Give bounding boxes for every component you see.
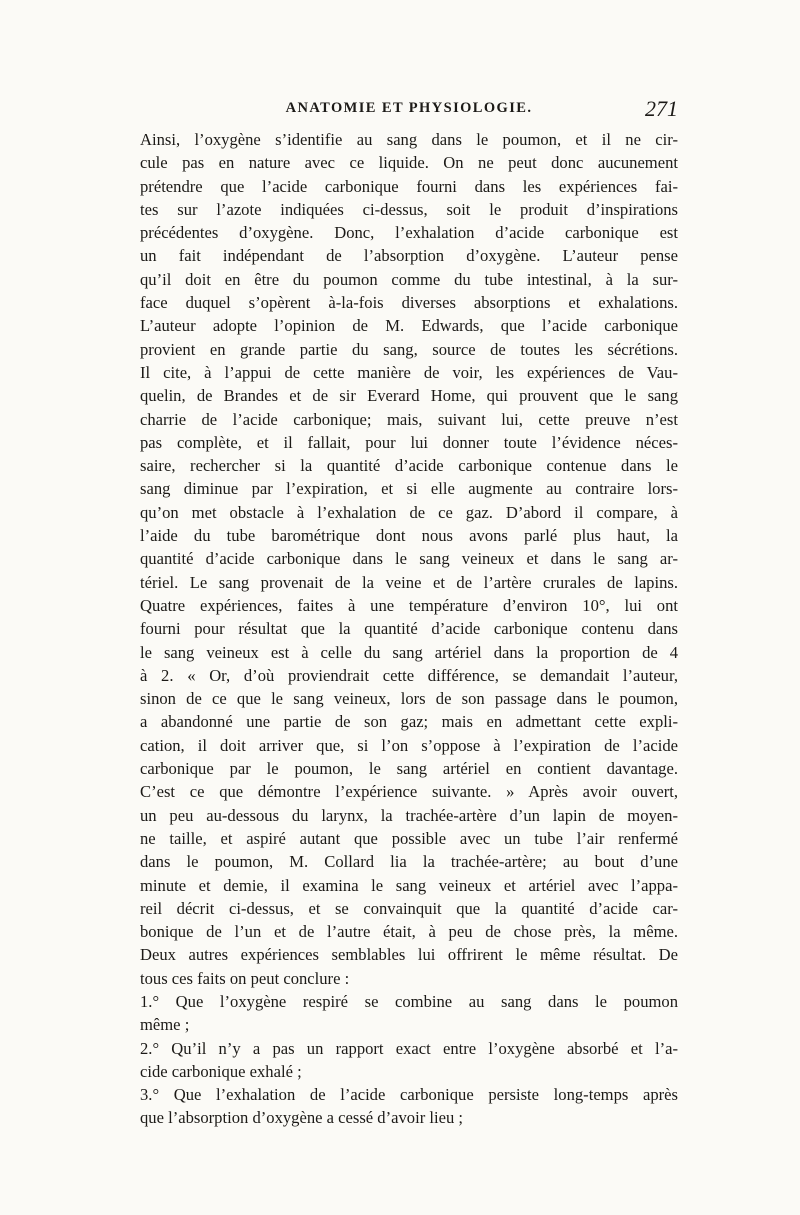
text-line: quantité d’acide carbonique dans le sang veineux et dans le sang ar- — [140, 549, 678, 569]
text-line: fourni pour résultat que la quantité d’acide carbonique contenu dans — [140, 619, 678, 639]
text-line: C’est ce que démontre l’expérience suivante. » Après avoir ouvert, — [140, 782, 678, 802]
list-item-line: même ; — [140, 1015, 190, 1035]
text-line: Deux autres expériences semblables lui offrirent le même résultat. De — [140, 945, 678, 965]
list-item-line: cide carbonique exhalé ; — [140, 1061, 302, 1081]
text-line: Il cite, à l’appui de cette manière de voir, les expériences de Vau- — [140, 362, 678, 382]
text-line: tous ces faits on peut conclure : — [140, 968, 350, 988]
text-line: ne taille, et aspiré autant que possible avec un tube l’air renfermé — [140, 828, 678, 848]
text-line: prétendre que l’acide carbonique fourni dans les expériences fai- — [140, 176, 678, 196]
text-line: le sang veineux est à celle du sang artériel dans la proportion de 4 — [140, 642, 678, 662]
text-line: tes sur l’azote indiquées ci-dessus, soit le produit d’inspirations — [140, 199, 678, 219]
text-line: pas complète, et il fallait, pour lui donner toute l’évidence néces- — [140, 432, 678, 452]
text-line: provient en grande partie du sang, source de toutes les sécrétions. — [140, 339, 678, 359]
text-line: qu’il doit en être du poumon comme du tube intestinal, à la sur- — [140, 269, 678, 289]
list-item-line: 1.° Que l’oxygène respiré se combine au sang dans le poumon — [140, 991, 678, 1011]
text-line: cule pas en nature avec ce liquide. On ne peut donc aucunement — [140, 153, 678, 173]
text-line: l’aide du tube barométrique dont nous avons parlé plus haut, la — [140, 526, 678, 546]
text-line: tériel. Le sang provenait de la veine et de l’artère crurales de lapins. — [140, 572, 678, 592]
list-item-line: que l’absorption d’oxygène a cessé d’avoir lieu ; — [140, 1108, 464, 1128]
text-line: quelin, de Brandes et de sir Everard Home, qui prouvent que le sang — [140, 386, 678, 406]
text-line: charrie de l’acide carbonique; mais, suivant lui, cette preuve n’est — [140, 409, 678, 429]
text-line: L’auteur adopte l’opinion de M. Edwards, que l’acide carbonique — [140, 316, 678, 336]
text-line: cation, il doit arriver que, si l’on s’oppose à l’expiration de l’acide — [140, 735, 678, 755]
text-line: saire, rechercher si la quantité d’acide carbonique contenue dans le — [140, 456, 678, 476]
text-line: minute et demie, il examina le sang veineux et artériel avec l’appa- — [140, 875, 678, 895]
text-line: sang diminue par l’expiration, et si elle augmente au contraire lors- — [140, 479, 678, 499]
page-number: 271 — [645, 96, 678, 121]
list-item-line: 2.° Qu’il n’y a pas un rapport exact entre l’oxygène absorbé et l’a- — [140, 1038, 678, 1058]
text-line: sinon de ce que le sang veineux, lors de son passage dans le poumon, — [140, 689, 678, 709]
text-line: un fait indépendant de l’absorption d’oxygène. L’auteur pense — [140, 246, 678, 266]
running-title: ANATOMIE ET PHYSIOLOGIE. — [285, 100, 533, 116]
list-item-line: 3.° Que l’exhalation de l’acide carbonique persiste long-temps après — [140, 1085, 678, 1105]
text-line: précédentes d’oxygène. Donc, l’exhalation d’acide carbonique est — [140, 223, 678, 243]
text-line: Quatre expériences, faites à une température d’environ 10°, lui ont — [140, 595, 678, 615]
text-line: carbonique par le poumon, le sang artériel en contient davantage. — [140, 759, 678, 779]
text-line: bonique de l’un et de l’autre était, à peu de chose près, la même. — [140, 922, 678, 942]
text-line: a abandonné une partie de son gaz; mais en admettant cette expli- — [140, 712, 678, 732]
text-line: Ainsi, l’oxygène s’identifie au sang dans le poumon, et il ne cir- — [140, 130, 678, 149]
body-text — [140, 128, 678, 1130]
text-line: qu’on met obstacle à l’exhalation de ce gaz. D’abord il compare, à — [140, 502, 678, 522]
text-line: à 2. « Or, d’où proviendrait cette différence, se demandait l’auteur, — [140, 665, 678, 685]
text-line: dans le poumon, M. Collard lia la trachée-artère; au bout d’une — [140, 852, 678, 872]
text-line: face duquel s’opèrent à-la-fois diverses absorptions et exhalations. — [140, 293, 678, 313]
text-line: reil décrit ci-dessus, et se convainquit que la quantité d’acide car- — [140, 898, 678, 918]
text-line: un peu au-dessous du larynx, la trachée-artère d’un lapin de moyen- — [140, 805, 678, 825]
running-head — [140, 96, 678, 126]
